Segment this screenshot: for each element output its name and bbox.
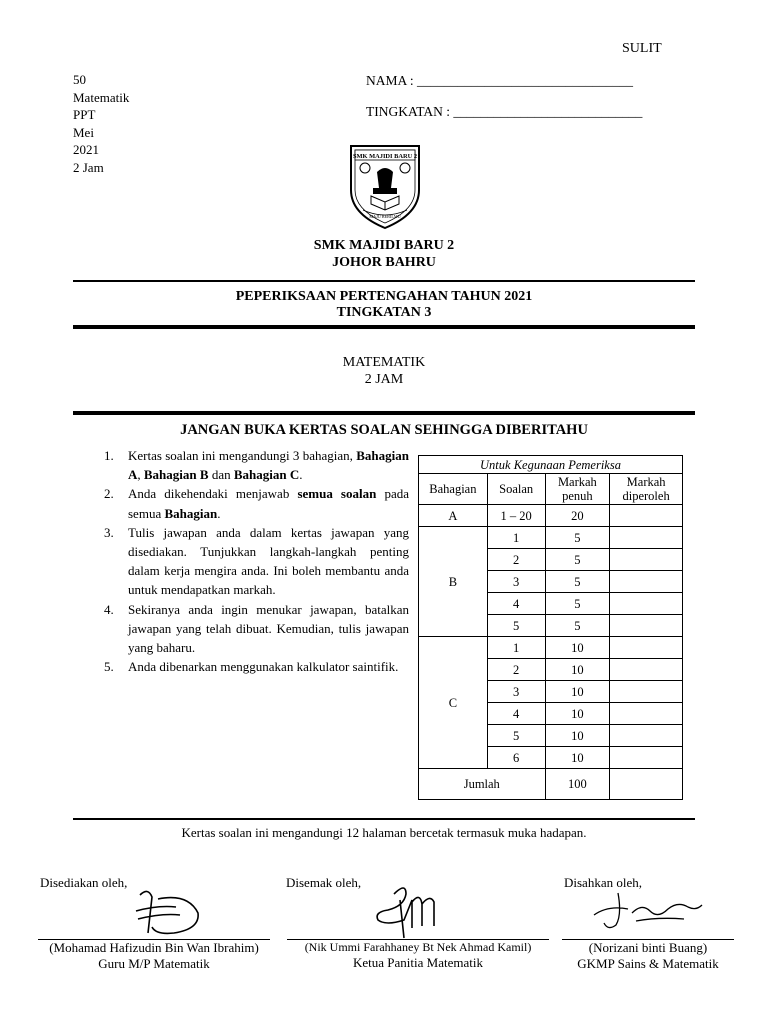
approved-by-label: Disahkan oleh, <box>564 875 642 890</box>
examiner-marks-table <box>418 455 683 800</box>
markah-diperoleh-cell[interactable] <box>610 593 683 615</box>
markah-penuh-cell: 5 <box>545 593 610 615</box>
markah-penuh-cell: 5 <box>545 527 610 549</box>
meta-subject: Matematik <box>73 89 130 105</box>
meta-month: Mei <box>73 124 94 140</box>
markah-diperoleh-cell[interactable] <box>610 637 683 659</box>
classification-label: SULIT <box>622 41 662 56</box>
instruction-item: 1. Kertas soalan ini mengandungi 3 bahagian, Bahagian A, Bahagian B dan Bahagian C. <box>104 448 409 483</box>
signature-2 <box>360 880 440 942</box>
markah-diperoleh-cell[interactable] <box>610 615 683 637</box>
markah-penuh-cell: 10 <box>545 747 610 769</box>
total-value: 100 <box>545 769 610 800</box>
tingkatan-field[interactable]: TINGKATAN : ____________________________ <box>366 104 643 119</box>
table-row <box>419 505 683 527</box>
approver-title: GKMP Sains & Matematik <box>577 956 719 971</box>
instruction-item: 2. Anda dikehendaki menjawab semua soalan pada semua Bahagian. <box>104 486 409 521</box>
subject-name: MATEMATIK <box>342 355 426 370</box>
reviewer-title: Ketua Panitia Matematik <box>353 955 483 970</box>
markah-diperoleh-cell[interactable] <box>610 747 683 769</box>
preparer-block <box>32 940 276 972</box>
exam-title: PEPERIKSAAN PERTENGAHAN TAHUN 2021 <box>235 289 533 304</box>
soalan-cell: 2 <box>487 659 545 681</box>
section-label: B <box>419 527 488 637</box>
divider <box>73 818 695 820</box>
school-city: JOHOR BAHRU <box>332 255 436 270</box>
soalan-cell: 5 <box>487 615 545 637</box>
soalan-cell: 4 <box>487 703 545 725</box>
reviewed-by-label: Disemak oleh, <box>286 875 362 890</box>
markah-penuh-cell: 10 <box>545 703 610 725</box>
soalan-cell: 1 <box>487 637 545 659</box>
markah-diperoleh-cell[interactable] <box>610 681 683 703</box>
markah-penuh-cell: 10 <box>545 725 610 747</box>
total-label: Jumlah <box>419 769 546 800</box>
table-row <box>419 527 683 549</box>
meta-year: 2021 <box>73 142 99 157</box>
markah-penuh-cell: 5 <box>545 549 610 571</box>
markah-penuh-cell: 10 <box>545 637 610 659</box>
exam-form: TINGKATAN 3 <box>336 305 432 320</box>
reviewer-name: (Nik Ummi Farahhaney Bt Nek Ahmad Kamil) <box>304 940 532 954</box>
warning-notice: JANGAN BUKA KERTAS SOALAN SEHINGGA DIBERITAHU <box>180 422 588 438</box>
approver-block <box>556 940 740 972</box>
header-bahagian: Bahagian <box>419 474 488 505</box>
signature-1 <box>118 885 218 945</box>
preparer-title: Guru M/P Matematik <box>98 956 210 971</box>
signature-3 <box>588 885 708 935</box>
meta-exam: PPT <box>73 107 96 122</box>
header-markah-penuh: Markah penuh <box>545 474 610 505</box>
soalan-cell: 6 <box>487 747 545 769</box>
soalan-cell: 2 <box>487 549 545 571</box>
reviewer-block <box>284 940 552 971</box>
instruction-item: 5. Anda dibenarkan menggunakan kalkulator saintifik. <box>104 659 399 675</box>
crest-motto: MAJU BERILMU <box>369 214 401 219</box>
soalan-cell: 4 <box>487 593 545 615</box>
header-soalan: Soalan <box>487 474 545 505</box>
markah-diperoleh-cell[interactable] <box>610 549 683 571</box>
soalan-cell: 3 <box>487 571 545 593</box>
section-label: C <box>419 637 488 769</box>
markah-diperoleh-cell[interactable] <box>610 505 683 527</box>
divider-thick <box>73 411 695 415</box>
markah-penuh-cell: 20 <box>545 505 610 527</box>
soalan-cell: 1 <box>487 527 545 549</box>
approver-name: (Norizani binti Buang) <box>588 940 708 955</box>
total-diperoleh-cell[interactable] <box>610 769 683 800</box>
markah-diperoleh-cell[interactable] <box>610 571 683 593</box>
paper-meta <box>73 71 129 176</box>
soalan-cell: 1 – 20 <box>487 505 545 527</box>
divider <box>73 280 695 282</box>
instruction-item: 4. Sekiranya anda ingin menukar jawapan, batalkan jawapan yang telah dibuat. Kemudian, tulis jawapan yang baharu. <box>104 601 409 656</box>
preparer-name: (Mohamad Hafizudin Bin Wan Ibrahim) <box>49 940 259 955</box>
crest-title: SMK MAJIDI BARU 2 <box>352 153 418 160</box>
soalan-cell: 3 <box>487 681 545 703</box>
table-header-row <box>419 474 683 505</box>
table-caption: Untuk Kegunaan Pemeriksa <box>419 456 683 474</box>
prepared-by-label: Disediakan oleh, <box>40 875 128 890</box>
page-count-note: Kertas soalan ini mengandungi 12 halaman bercetak termasuk muka hadapan. <box>181 825 587 840</box>
markah-penuh-cell: 10 <box>545 681 610 703</box>
header-markah-diperoleh: Markah diperoleh <box>610 474 683 505</box>
divider-thick <box>73 325 695 329</box>
markah-diperoleh-cell[interactable] <box>610 659 683 681</box>
markah-diperoleh-cell[interactable] <box>610 725 683 747</box>
school-crest-logo <box>349 144 421 230</box>
table-row <box>419 637 683 659</box>
name-field[interactable]: NAMA : ________________________________ <box>366 73 634 88</box>
markah-penuh-cell: 5 <box>545 615 610 637</box>
instruction-list <box>104 446 409 676</box>
soalan-cell: 5 <box>487 725 545 747</box>
meta-code: 50 <box>73 72 86 87</box>
markah-penuh-cell: 5 <box>545 571 610 593</box>
markah-diperoleh-cell[interactable] <box>610 703 683 725</box>
section-label: A <box>419 505 488 527</box>
instruction-item: 3. Tulis jawapan anda dalam kertas jawapan yang disediakan. Tunjukkan langkah-langkah penting dalam kerja mengira anda. Ini boleh membantu anda untuk mendapatkan markah. <box>104 524 409 598</box>
total-row <box>419 769 683 800</box>
markah-diperoleh-cell[interactable] <box>610 527 683 549</box>
subject-duration: 2 JAM <box>364 372 404 387</box>
school-name: SMK MAJIDI BARU 2 <box>313 238 455 253</box>
meta-duration: 2 Jam <box>73 159 104 175</box>
markah-penuh-cell: 10 <box>545 659 610 681</box>
